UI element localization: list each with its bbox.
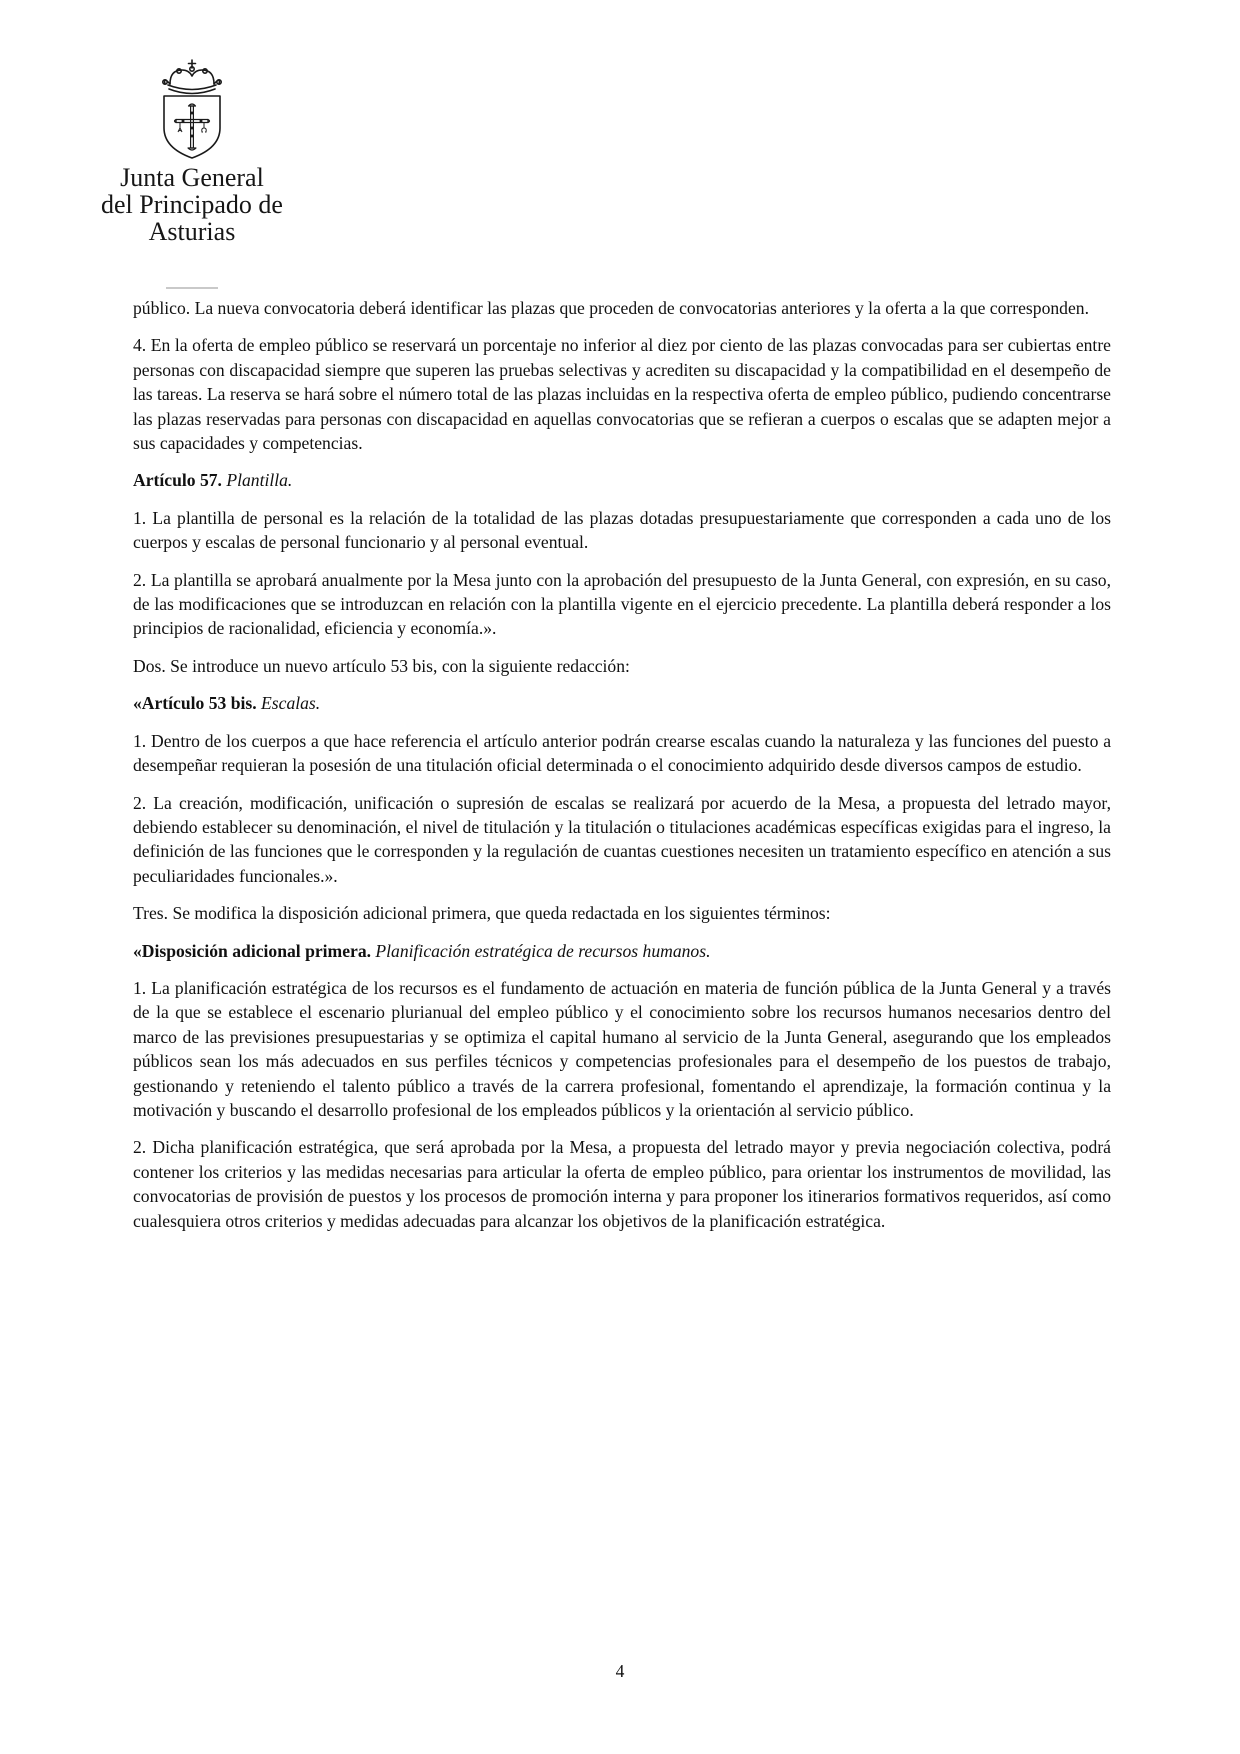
article-heading [133, 468, 1111, 492]
institution-name [62, 164, 322, 245]
text-run: 2. La creación, modificación, unificación o supresión de escalas se realizará por acuerdo de la Mesa, a propuesta del letrado mayor, debiendo establecer su denominación, el nivel de titulación y la titulación o titulaciones académicas específicas exigidas para el ingreso, la definición de las funciones que le corresponden y la regulación de cuantas cuestiones necesiten un tratamiento específico en atención a sus peculiaridades funcionales.». [133, 792, 1111, 886]
text-run: Dos. Se introduce un nuevo artículo 53 bis, con la siguiente redacción: [133, 655, 630, 676]
institution-logo [62, 58, 322, 289]
paragraph [133, 976, 1111, 1122]
text-run: «Disposición adicional primera. [133, 940, 376, 961]
text-run: Escalas. [261, 693, 321, 714]
text-run: 2. Dicha planificación estratégica, que será aprobada por la Mesa, a propuesta del letrado mayor y previa negociación colectiva, podrá contener los criterios y las medidas necesarias para articular la oferta de empleo público, para orientar los instrumentos de movilidad, las convocatorias de provisión de puestos y los procesos de promoción interna y para proponer los itinerarios formativos requeridos, así como cualesquiera otros criterios y medidas adecuadas para alcanzar los objetivos de la planificación estratégica. [133, 1137, 1111, 1231]
text-run: Plantilla. [226, 470, 293, 491]
page-number: 4 [615, 1661, 625, 1681]
text-run: «Artículo 53 bis. [133, 693, 262, 714]
text-run: 1. La plantilla de personal es la relación de la totalidad de las plazas dotadas presupuestariamente que corresponden a cada uno de los cuerpos y escalas de personal funcionario y al personal eventual. [133, 507, 1111, 553]
institution-name-line2: del Principado de Asturias [101, 190, 283, 247]
text-run: Tres. Se modifica la disposición adicional primera, que queda redactada en los siguientes términos: [133, 903, 831, 924]
text-run: público. La nueva convocatoria deberá identificar las plazas que proceden de convocatorias anteriores y la oferta a la que corresponden. [133, 298, 1089, 318]
paragraph [133, 791, 1111, 889]
paragraph [133, 296, 1111, 320]
document-body [133, 296, 1111, 1246]
paragraph [133, 333, 1111, 455]
text-run: Artículo 57. [133, 470, 227, 491]
text-run: 4. En la oferta de empleo público se reservará un porcentaje no inferior al diez por ciento de las plazas convocadas para ser cubiertas entre personas con discapacidad siempre que superen las pruebas selectivas y acrediten su discapacidad y la compatibilidad en el desempeño de las tareas. La reserva se hará sobre el número total de las plazas incluidas en la respectiva oferta de empleo público, pudiendo concentrarse las plazas reservadas para personas con discapacidad en aquellas convocatorias que se refieran a cuerpos o escalas que se adapten mejor a sus capacidades y competencias. [133, 335, 1111, 454]
paragraph [133, 901, 1111, 925]
header-divider [166, 287, 218, 289]
paragraph [133, 654, 1111, 678]
asturias-crest-icon [149, 58, 235, 162]
paragraph [133, 729, 1111, 778]
text-run: 1. La planificación estratégica de los recursos es el fundamento de actuación en materia de función pública de la Junta General y a través de la que se establece el escenario plurianual del empleo público y el conocimiento sobre los recursos humanos necesarios dentro del marco de las previsiones presupuestarias y se optimiza el capital humano al servicio de la Junta General, asegurando que los empleados públicos sean los más adecuados en sus perfiles técnicos y competencias profesionales para el desempeño de los puestos de trabajo, gestionando y reteniendo el talento público a través de la carrera profesional, fomentando el aprendizaje, la formación continua y la motivación y buscando el desarrollo profesional de los empleados públicos y la orientación al servicio público. [133, 977, 1111, 1120]
page-footer [0, 1661, 1240, 1682]
text-run: 2. La plantilla se aprobará anualmente por la Mesa junto con la aprobación del presupuesto de la Junta General, con expresión, en su caso, de las modificaciones que se introduzcan en relación con la plantilla vigente en el ejercicio precedente. La plantilla deberá responder a los principios de racionalidad, eficiencia y economía.». [133, 569, 1111, 639]
institution-name-line1: Junta General [120, 163, 264, 192]
paragraph [133, 568, 1111, 641]
text-run: Planificación estratégica de recursos humanos. [375, 940, 711, 961]
article-heading [133, 939, 1111, 963]
paragraph [133, 1135, 1111, 1233]
paragraph [133, 506, 1111, 555]
article-heading [133, 691, 1111, 715]
text-run: 1. Dentro de los cuerpos a que hace referencia el artículo anterior podrán crearse escalas cuando la naturaleza y las funciones del puesto a desempeñar requieran la posesión de una titulación oficial determinada o el conocimiento adquirido desde diversos campos de estudio. [133, 730, 1111, 776]
